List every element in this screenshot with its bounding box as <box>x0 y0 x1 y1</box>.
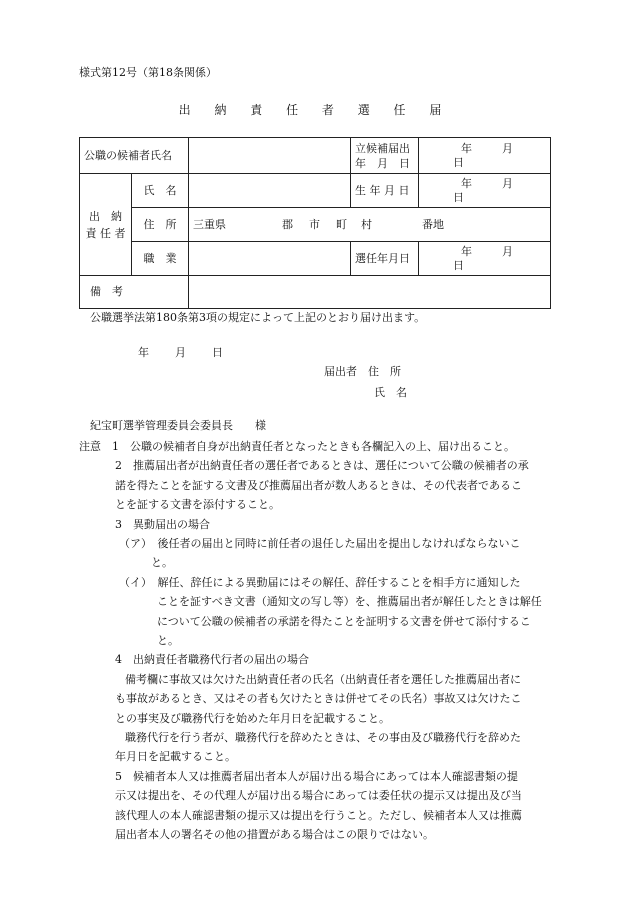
day-label: 日 <box>453 190 464 204</box>
note-line: 年月日を記載すること。 <box>115 750 236 763</box>
birthdate-label: 生 年 月 日 <box>351 174 419 208</box>
address-shi: 市 <box>309 217 320 231</box>
note-line: も事故があるとき、又はその者も欠けたときは併せてその氏名）事故又は欠けたこ <box>115 692 522 705</box>
note-line: 2 推薦届出者が出納責任者の選任者であるときは、選任について公職の候補者の承 <box>115 459 529 472</box>
address-gun: 郡 <box>282 217 293 231</box>
day-label: 日 <box>453 258 464 272</box>
candidate-name-label: 公職の候補者氏名 <box>80 138 189 174</box>
note-line: 示又は提出を、その代理人が届け出る場合にあっては委任状の提示又は提出及び当 <box>115 789 522 802</box>
note-line: について公職の候補者の承諾を得たことを証明する文書を併せて添付するこ <box>157 615 531 628</box>
address-machi: 町 <box>336 217 347 231</box>
year-label: 年 <box>461 245 472 259</box>
note-line: とを証する文書を添付すること。 <box>115 498 280 511</box>
filer-name-label: 氏 名 <box>374 386 407 399</box>
day-label: 日 <box>212 346 223 359</box>
note-line: （ア） 後任者の届出と同時に前任者の退任した届出を提出しなければならないこ <box>119 537 521 550</box>
address-field[interactable] <box>189 208 551 242</box>
note-line: 備考欄に事故又は欠けた出納責任者の氏名（出納責任者を選任した推薦届出者に <box>125 673 521 686</box>
officer-label-line2: 責 任 者 <box>85 226 126 240</box>
note-line: 注意 1 公職の候補者自身が出納責任者となったときも各欄記入の上、届け出ること。 <box>79 440 515 453</box>
candidate-name-field[interactable] <box>189 138 351 174</box>
address-mura: 村 <box>361 217 372 231</box>
table-row <box>80 138 551 174</box>
month-label: 月 <box>175 346 186 359</box>
appointment-date-label: 選任年月日 <box>351 242 419 276</box>
note-line: と。 <box>157 634 179 647</box>
candidacy-date-field[interactable] <box>419 138 551 174</box>
filer-address-label: 届出者 住 所 <box>324 365 401 378</box>
table-row <box>80 208 551 242</box>
officer-name-label: 氏 名 <box>132 174 189 208</box>
month-label: 月 <box>502 245 513 259</box>
form-number: 様式第12号（第18条関係） <box>79 66 217 79</box>
note-line: 3 異動届出の場合 <box>115 518 210 531</box>
note-line: （イ） 解任、辞任による異動届にはその解任、辞任することを相手方に通知した <box>119 576 521 589</box>
month-label: 月 <box>502 142 513 156</box>
addressee: 紀宝町選挙管理委員会委員長 様 <box>90 419 266 432</box>
birthdate-field[interactable] <box>419 174 551 208</box>
note-line: 該代理人の本人確認書類の提示又は提出を行うこと。ただし、候補者本人又は推薦 <box>115 809 522 822</box>
appointment-date-field[interactable] <box>419 242 551 276</box>
year-label: 年 <box>138 346 149 359</box>
occupation-field[interactable] <box>189 242 351 276</box>
month-label: 月 <box>502 177 513 191</box>
remarks-field[interactable] <box>189 276 551 309</box>
day-label: 日 <box>453 155 464 169</box>
address-banchi: 番地 <box>422 217 444 231</box>
candidacy-date-label-line1: 立候補届出 <box>355 141 410 155</box>
note-line: ことを証すべき文書（通知文の写し等）を、推薦届出者が解任したときは解任 <box>157 595 542 608</box>
officer-name-field[interactable] <box>189 174 351 208</box>
note-line: 職務代行を行う者が、職務代行を辞めたときは、その事由及び職務代行を辞めた <box>125 731 521 744</box>
appointment-form-table <box>79 137 551 309</box>
table-row <box>80 242 551 276</box>
note-line: と。 <box>151 556 173 569</box>
occupation-label: 職 業 <box>132 242 189 276</box>
table-row <box>80 276 551 309</box>
note-line: 諾を得たことを証する文書及び推薦届出者が数人あるときは、その代表者であるこ <box>115 479 522 492</box>
note-line: 4 出納責任者職務代行者の届出の場合 <box>115 653 309 666</box>
declaration-text: 公職選挙法第180条第3項の規定によって上記のとおり届け出ます。 <box>90 311 426 324</box>
candidacy-date-label <box>351 138 419 174</box>
officer-label <box>80 174 132 276</box>
note-line: 届出者本人の署名その他の措置がある場合はこの限りではない。 <box>115 828 434 841</box>
filing-date <box>138 346 223 359</box>
address-prefecture: 三重県 <box>193 217 226 231</box>
note-line: 5 候補者本人又は推薦者届出者本人が届け出る場合にあっては本人確認書類の提 <box>115 770 518 783</box>
address-label: 住 所 <box>132 208 189 242</box>
officer-label-line1: 出 納 <box>89 209 122 223</box>
note-line: との事実及び職務代行を始めた年月日を記載すること。 <box>115 712 390 725</box>
year-label: 年 <box>461 177 472 191</box>
year-label: 年 <box>461 142 472 156</box>
remarks-label: 備 考 <box>80 276 189 309</box>
candidacy-date-label-line2: 年 月 日 <box>355 156 410 170</box>
table-row <box>80 174 551 208</box>
document-title: 出 納 責 任 者 選 任 届 <box>178 103 452 117</box>
